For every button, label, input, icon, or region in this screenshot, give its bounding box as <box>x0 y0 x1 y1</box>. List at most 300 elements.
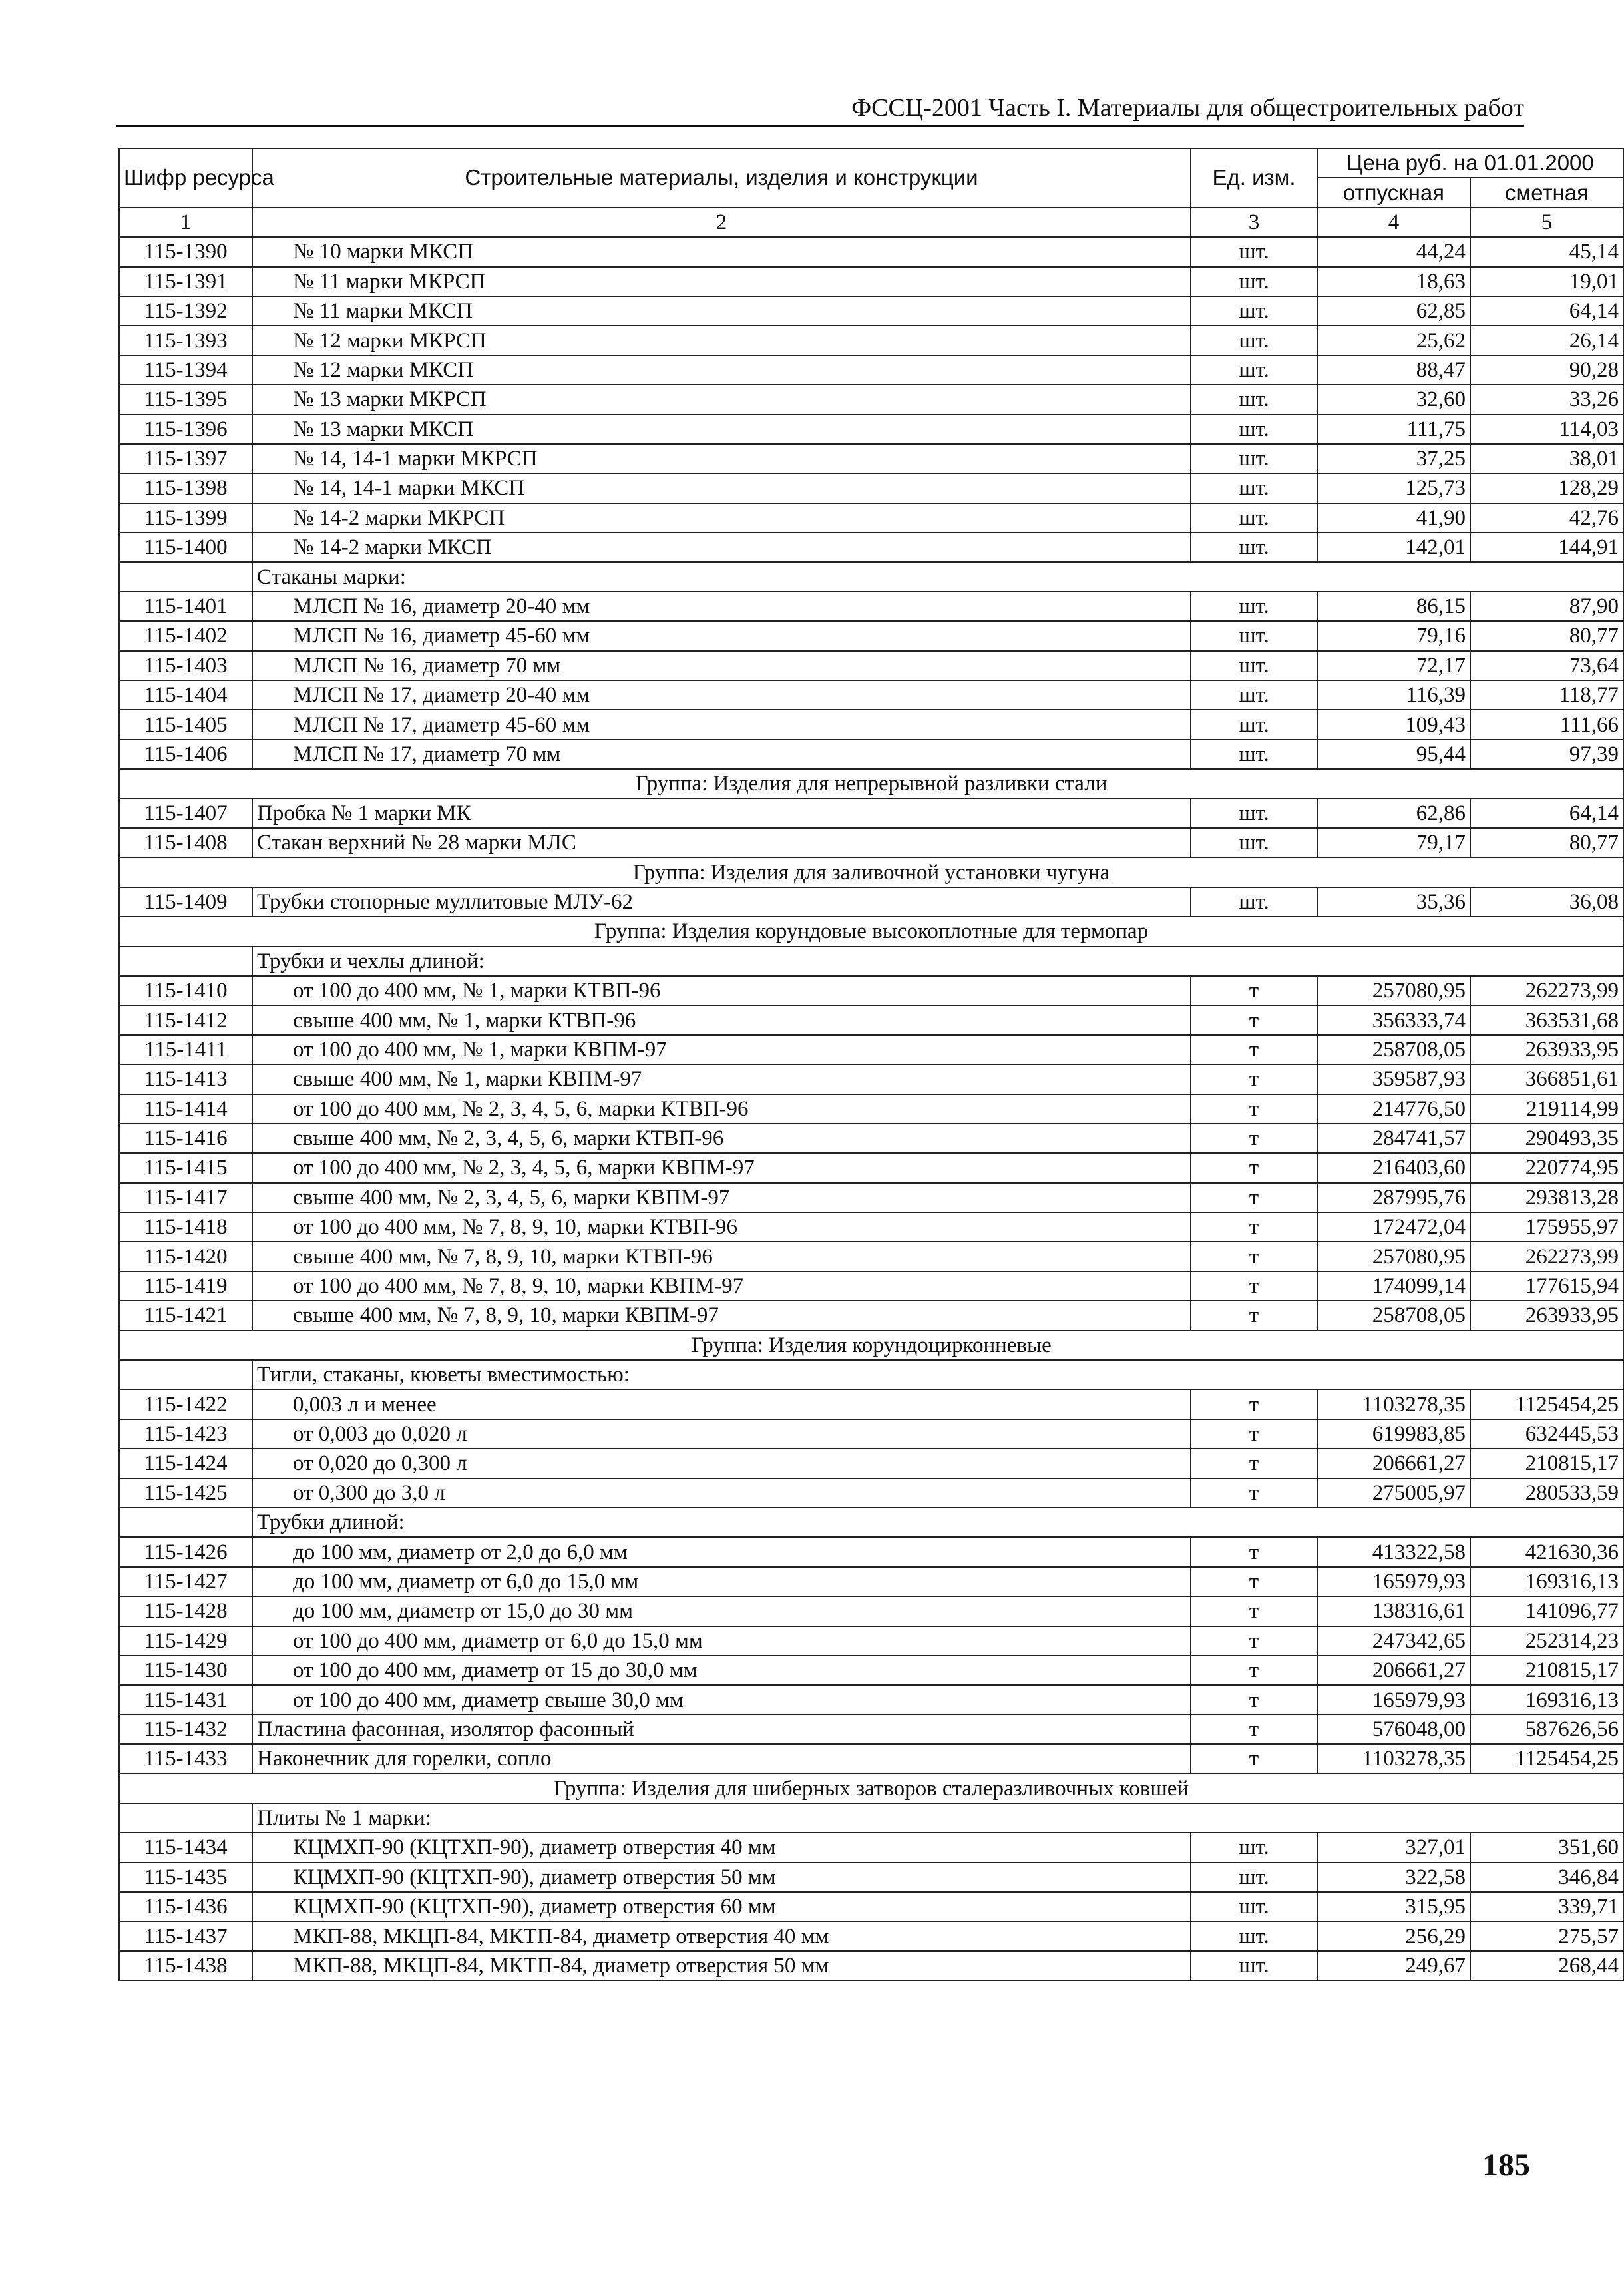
estimate-price: 80,77 <box>1470 621 1623 650</box>
release-price: 109,43 <box>1317 710 1470 739</box>
item-name: МЛСП № 17, диаметр 45-60 мм <box>252 710 1191 739</box>
release-price: 315,95 <box>1317 1892 1470 1921</box>
item-name: № 10 марки МКСП <box>252 237 1191 266</box>
resource-code: 115-1391 <box>119 267 252 296</box>
estimate-price: 210815,17 <box>1470 1449 1623 1478</box>
col-number: 5 <box>1470 208 1623 237</box>
resource-code: 115-1437 <box>119 1921 252 1950</box>
table-row <box>119 1537 1623 1566</box>
item-unit: т <box>1191 1744 1317 1773</box>
estimate-price: 90,28 <box>1470 355 1623 385</box>
resource-code: 115-1430 <box>119 1656 252 1685</box>
release-price: 62,86 <box>1317 799 1470 828</box>
table-row <box>119 1449 1623 1478</box>
item-name: Трубки стопорные муллитовые МЛУ-62 <box>252 887 1191 917</box>
item-name: № 11 марки МКСП <box>252 296 1191 326</box>
item-unit: шт. <box>1191 326 1317 355</box>
release-price: 88,47 <box>1317 355 1470 385</box>
estimate-price: 262273,99 <box>1470 1242 1623 1271</box>
release-price: 37,25 <box>1317 444 1470 473</box>
item-name: № 14, 14-1 марки МКСП <box>252 473 1191 503</box>
subheading-row <box>119 1508 1623 1537</box>
table-row <box>119 1715 1623 1744</box>
estimate-price: 128,29 <box>1470 473 1623 503</box>
release-price: 138316,61 <box>1317 1596 1470 1626</box>
release-price: 1103278,35 <box>1317 1744 1470 1773</box>
release-price: 287995,76 <box>1317 1183 1470 1212</box>
table-row <box>119 1892 1623 1921</box>
empty-cell <box>119 947 252 976</box>
resource-code: 115-1406 <box>119 740 252 769</box>
item-name: от 100 до 400 мм, № 7, 8, 9, 10, марки КВПМ-97 <box>252 1271 1191 1301</box>
estimate-price: 38,01 <box>1470 444 1623 473</box>
table-row <box>119 1005 1623 1034</box>
resource-code: 115-1395 <box>119 385 252 414</box>
item-unit: шт. <box>1191 1921 1317 1950</box>
resource-code: 115-1413 <box>119 1064 252 1094</box>
table-row <box>119 1921 1623 1950</box>
resource-code: 115-1431 <box>119 1685 252 1714</box>
estimate-price: 87,90 <box>1470 592 1623 621</box>
item-unit: т <box>1191 1715 1317 1744</box>
resource-code: 115-1423 <box>119 1419 252 1449</box>
estimate-price: 42,76 <box>1470 503 1623 533</box>
item-unit: шт. <box>1191 296 1317 326</box>
item-name: № 13 марки МКСП <box>252 415 1191 444</box>
empty-cell <box>119 1803 252 1833</box>
resource-code: 115-1390 <box>119 237 252 266</box>
table-row <box>119 1271 1623 1301</box>
page-header <box>116 93 1524 127</box>
resource-code: 115-1420 <box>119 1242 252 1271</box>
release-price: 206661,27 <box>1317 1656 1470 1685</box>
release-price: 247342,65 <box>1317 1626 1470 1656</box>
item-name: № 14, 14-1 марки МКРСП <box>252 444 1191 473</box>
item-unit: шт. <box>1191 1833 1317 1862</box>
group-title: Группа: Изделия для заливочной установки чугуна <box>119 857 1623 887</box>
table-row <box>119 1183 1623 1212</box>
estimate-price: 219114,99 <box>1470 1094 1623 1124</box>
release-price: 116,39 <box>1317 680 1470 710</box>
item-name: КЦМХП-90 (КЦТХП-90), диаметр отверстия 50 мм <box>252 1863 1191 1892</box>
estimate-price: 144,91 <box>1470 533 1623 562</box>
subheading-row <box>119 562 1623 591</box>
release-price: 35,36 <box>1317 887 1470 917</box>
item-unit: шт. <box>1191 828 1317 857</box>
empty-cell <box>119 562 252 591</box>
release-price: 257080,95 <box>1317 1242 1470 1271</box>
estimate-price: 141096,77 <box>1470 1596 1623 1626</box>
estimate-price: 268,44 <box>1470 1951 1623 1980</box>
estimate-price: 1125454,25 <box>1470 1389 1623 1419</box>
release-price: 79,17 <box>1317 828 1470 857</box>
release-price: 18,63 <box>1317 267 1470 296</box>
item-unit: шт. <box>1191 385 1317 414</box>
estimate-price: 632445,53 <box>1470 1419 1623 1449</box>
release-price: 576048,00 <box>1317 1715 1470 1744</box>
estimate-price: 169316,13 <box>1470 1685 1623 1714</box>
release-price: 206661,27 <box>1317 1449 1470 1478</box>
col-release-price-header: отпускная <box>1317 178 1470 207</box>
resource-code: 115-1392 <box>119 296 252 326</box>
item-name: КЦМХП-90 (КЦТХП-90), диаметр отверстия 40 мм <box>252 1833 1191 1862</box>
item-unit: т <box>1191 1153 1317 1182</box>
resource-code: 115-1424 <box>119 1449 252 1478</box>
group-row <box>119 1773 1623 1803</box>
item-name: от 0,003 до 0,020 л <box>252 1419 1191 1449</box>
item-name: свыше 400 мм, № 7, 8, 9, 10, марки КВПМ-97 <box>252 1301 1191 1330</box>
table-row <box>119 799 1623 828</box>
item-name: Пластина фасонная, изолятор фасонный <box>252 1715 1191 1744</box>
release-price: 86,15 <box>1317 592 1470 621</box>
item-unit: т <box>1191 1479 1317 1508</box>
item-name: от 100 до 400 мм, № 1, марки КТВП-96 <box>252 976 1191 1005</box>
item-name: до 100 мм, диаметр от 15,0 до 30 мм <box>252 1596 1191 1626</box>
resource-code: 115-1400 <box>119 533 252 562</box>
resource-code: 115-1402 <box>119 621 252 650</box>
table-row <box>119 503 1623 533</box>
item-name: от 0,020 до 0,300 л <box>252 1449 1191 1478</box>
col-unit-header: Ед. изм. <box>1191 148 1317 208</box>
page-number: 185 <box>1482 2148 1530 2183</box>
item-unit: шт. <box>1191 237 1317 266</box>
item-unit: шт. <box>1191 444 1317 473</box>
item-name: до 100 мм, диаметр от 6,0 до 15,0 мм <box>252 1567 1191 1596</box>
table-row <box>119 326 1623 355</box>
item-unit: шт. <box>1191 799 1317 828</box>
empty-cell <box>119 1360 252 1389</box>
item-name: № 14-2 марки МКСП <box>252 533 1191 562</box>
item-name: свыше 400 мм, № 2, 3, 4, 5, 6, марки КТВП-96 <box>252 1124 1191 1153</box>
col-number: 1 <box>119 208 252 237</box>
item-name: от 100 до 400 мм, № 1, марки КВПМ-97 <box>252 1035 1191 1064</box>
release-price: 142,01 <box>1317 533 1470 562</box>
subheading-row <box>119 1360 1623 1389</box>
resource-code: 115-1405 <box>119 710 252 739</box>
table-row <box>119 1596 1623 1626</box>
estimate-price: 346,84 <box>1470 1863 1623 1892</box>
resource-code: 115-1399 <box>119 503 252 533</box>
table-row <box>119 1124 1623 1153</box>
estimate-price: 366851,61 <box>1470 1064 1623 1094</box>
item-name: МЛСП № 17, диаметр 70 мм <box>252 740 1191 769</box>
release-price: 258708,05 <box>1317 1301 1470 1330</box>
table-row <box>119 1656 1623 1685</box>
table-row <box>119 1389 1623 1419</box>
item-name: Стакан верхний № 28 марки МЛС <box>252 828 1191 857</box>
table-body <box>119 237 1623 1980</box>
col-number: 4 <box>1317 208 1470 237</box>
release-price: 111,75 <box>1317 415 1470 444</box>
item-name: 0,003 л и менее <box>252 1389 1191 1419</box>
estimate-price: 275,57 <box>1470 1921 1623 1950</box>
item-name: свыше 400 мм, № 7, 8, 9, 10, марки КТВП-96 <box>252 1242 1191 1271</box>
estimate-price: 169316,13 <box>1470 1567 1623 1596</box>
resource-code: 115-1398 <box>119 473 252 503</box>
item-unit: т <box>1191 1094 1317 1124</box>
item-unit: т <box>1191 1389 1317 1419</box>
item-name: от 100 до 400 мм, диаметр от 15 до 30,0 мм <box>252 1656 1191 1685</box>
col-price-group-header: Цена руб. на 01.01.2000 <box>1317 148 1623 178</box>
estimate-price: 33,26 <box>1470 385 1623 414</box>
col-estimate-price-header: сметная <box>1470 178 1623 207</box>
item-name: свыше 400 мм, № 2, 3, 4, 5, 6, марки КВПМ-97 <box>252 1183 1191 1212</box>
item-unit: шт. <box>1191 1892 1317 1921</box>
col-number: 2 <box>252 208 1191 237</box>
item-unit: т <box>1191 1685 1317 1714</box>
table-row <box>119 1863 1623 1892</box>
group-row <box>119 857 1623 887</box>
table-row <box>119 237 1623 266</box>
item-unit: т <box>1191 1183 1317 1212</box>
item-unit: шт. <box>1191 1863 1317 1892</box>
estimate-price: 36,08 <box>1470 887 1623 917</box>
table-row <box>119 1833 1623 1862</box>
item-unit: шт. <box>1191 355 1317 385</box>
estimate-price: 252314,23 <box>1470 1626 1623 1656</box>
item-unit: т <box>1191 1301 1317 1330</box>
estimate-price: 45,14 <box>1470 237 1623 266</box>
estimate-price: 262273,99 <box>1470 976 1623 1005</box>
item-unit: т <box>1191 1212 1317 1242</box>
resource-code: 115-1427 <box>119 1567 252 1596</box>
table-row <box>119 1567 1623 1596</box>
release-price: 359587,93 <box>1317 1064 1470 1094</box>
item-name: до 100 мм, диаметр от 2,0 до 6,0 мм <box>252 1537 1191 1566</box>
empty-cell <box>119 1508 252 1537</box>
resource-code: 115-1407 <box>119 799 252 828</box>
estimate-price: 293813,28 <box>1470 1183 1623 1212</box>
item-unit: шт. <box>1191 503 1317 533</box>
item-unit: шт. <box>1191 621 1317 650</box>
item-name: Наконечник для горелки, сопло <box>252 1744 1191 1773</box>
resource-code: 115-1422 <box>119 1389 252 1419</box>
item-name: от 100 до 400 мм, диаметр свыше 30,0 мм <box>252 1685 1191 1714</box>
resource-code: 115-1432 <box>119 1715 252 1744</box>
release-price: 327,01 <box>1317 1833 1470 1862</box>
resource-code: 115-1438 <box>119 1951 252 1980</box>
resource-code: 115-1418 <box>119 1212 252 1242</box>
release-price: 257080,95 <box>1317 976 1470 1005</box>
resource-code: 115-1428 <box>119 1596 252 1626</box>
table-row <box>119 680 1623 710</box>
release-price: 214776,50 <box>1317 1094 1470 1124</box>
item-unit: шт. <box>1191 680 1317 710</box>
table-row <box>119 1479 1623 1508</box>
item-unit: т <box>1191 1419 1317 1449</box>
estimate-price: 280533,59 <box>1470 1479 1623 1508</box>
item-unit: шт. <box>1191 415 1317 444</box>
release-price: 32,60 <box>1317 385 1470 414</box>
release-price: 62,85 <box>1317 296 1470 326</box>
estimate-price: 1125454,25 <box>1470 1744 1623 1773</box>
release-price: 79,16 <box>1317 621 1470 650</box>
item-unit: т <box>1191 1124 1317 1153</box>
item-name: Пробка № 1 марки МК <box>252 799 1191 828</box>
item-unit: шт. <box>1191 533 1317 562</box>
table-row <box>119 444 1623 473</box>
release-price: 1103278,35 <box>1317 1389 1470 1419</box>
group-row <box>119 917 1623 946</box>
item-unit: т <box>1191 976 1317 1005</box>
table-row <box>119 415 1623 444</box>
resource-code: 115-1421 <box>119 1301 252 1330</box>
table-row <box>119 1153 1623 1182</box>
table-row <box>119 828 1623 857</box>
item-name: МЛСП № 16, диаметр 20-40 мм <box>252 592 1191 621</box>
item-name: № 13 марки МКРСП <box>252 385 1191 414</box>
table-row <box>119 710 1623 739</box>
release-price: 165979,93 <box>1317 1685 1470 1714</box>
item-unit: шт. <box>1191 1951 1317 1980</box>
resource-code: 115-1436 <box>119 1892 252 1921</box>
price-table <box>118 148 1624 1981</box>
subheading-row <box>119 947 1623 976</box>
item-unit: т <box>1191 1537 1317 1566</box>
table-row <box>119 1419 1623 1449</box>
item-unit: т <box>1191 1242 1317 1271</box>
item-name: № 11 марки МКРСП <box>252 267 1191 296</box>
page-header-title: ФССЦ-2001 Часть I. Материалы для общестроительных работ <box>851 94 1524 122</box>
item-unit: т <box>1191 1596 1317 1626</box>
resource-code: 115-1433 <box>119 1744 252 1773</box>
table-row <box>119 887 1623 917</box>
estimate-price: 80,77 <box>1470 828 1623 857</box>
resource-code: 115-1403 <box>119 651 252 680</box>
estimate-price: 26,14 <box>1470 326 1623 355</box>
item-unit: т <box>1191 1035 1317 1064</box>
table-row <box>119 592 1623 621</box>
item-name: МЛСП № 17, диаметр 20-40 мм <box>252 680 1191 710</box>
resource-code: 115-1414 <box>119 1094 252 1124</box>
estimate-price: 19,01 <box>1470 267 1623 296</box>
estimate-price: 64,14 <box>1470 296 1623 326</box>
item-name: МЛСП № 16, диаметр 70 мм <box>252 651 1191 680</box>
item-name: от 0,300 до 3,0 л <box>252 1479 1191 1508</box>
item-name: КЦМХП-90 (КЦТХП-90), диаметр отверстия 60 мм <box>252 1892 1191 1921</box>
table-row <box>119 385 1623 414</box>
group-title: Группа: Изделия корундоцирконневые <box>119 1331 1623 1360</box>
item-name: от 100 до 400 мм, № 2, 3, 4, 5, 6, марки КТВП-96 <box>252 1094 1191 1124</box>
item-name: от 100 до 400 мм, № 2, 3, 4, 5, 6, марки КВПМ-97 <box>252 1153 1191 1182</box>
subheading-label: Стаканы марки: <box>252 562 1623 591</box>
estimate-price: 263933,95 <box>1470 1301 1623 1330</box>
resource-code: 115-1404 <box>119 680 252 710</box>
table-row <box>119 1951 1623 1980</box>
estimate-price: 263933,95 <box>1470 1035 1623 1064</box>
release-price: 25,62 <box>1317 326 1470 355</box>
table-row <box>119 976 1623 1005</box>
estimate-price: 339,71 <box>1470 1892 1623 1921</box>
estimate-price: 64,14 <box>1470 799 1623 828</box>
resource-code: 115-1426 <box>119 1537 252 1566</box>
item-unit: шт. <box>1191 651 1317 680</box>
release-price: 322,58 <box>1317 1863 1470 1892</box>
resource-code: 115-1393 <box>119 326 252 355</box>
item-name: свыше 400 мм, № 1, марки КТВП-96 <box>252 1005 1191 1034</box>
release-price: 41,90 <box>1317 503 1470 533</box>
table-row <box>119 1064 1623 1094</box>
table-row <box>119 1301 1623 1330</box>
table-row <box>119 1035 1623 1064</box>
subheading-label: Тигли, стаканы, кюветы вместимостью: <box>252 1360 1623 1389</box>
table-row <box>119 740 1623 769</box>
resource-code: 115-1410 <box>119 976 252 1005</box>
item-unit: т <box>1191 1449 1317 1478</box>
table-row <box>119 267 1623 296</box>
col-code-header: Шифр ресурса <box>119 148 252 208</box>
release-price: 172472,04 <box>1317 1212 1470 1242</box>
subheading-row <box>119 1803 1623 1833</box>
release-price: 275005,97 <box>1317 1479 1470 1508</box>
estimate-price: 210815,17 <box>1470 1656 1623 1685</box>
release-price: 619983,85 <box>1317 1419 1470 1449</box>
item-unit: т <box>1191 1656 1317 1685</box>
item-name: МЛСП № 16, диаметр 45-60 мм <box>252 621 1191 650</box>
table-row <box>119 1242 1623 1271</box>
release-price: 125,73 <box>1317 473 1470 503</box>
subheading-label: Плиты № 1 марки: <box>252 1803 1623 1833</box>
item-unit: т <box>1191 1005 1317 1034</box>
item-name: № 12 марки МКРСП <box>252 326 1191 355</box>
group-title: Группа: Изделия корундовые высокоплотные для термопар <box>119 917 1623 946</box>
estimate-price: 73,64 <box>1470 651 1623 680</box>
table-row <box>119 1094 1623 1124</box>
group-row <box>119 1331 1623 1360</box>
resource-code: 115-1435 <box>119 1863 252 1892</box>
item-unit: шт. <box>1191 473 1317 503</box>
estimate-price: 111,66 <box>1470 710 1623 739</box>
estimate-price: 290493,35 <box>1470 1124 1623 1153</box>
table-row <box>119 296 1623 326</box>
table-row <box>119 1744 1623 1773</box>
resource-code: 115-1412 <box>119 1005 252 1034</box>
table-row <box>119 651 1623 680</box>
item-unit: шт. <box>1191 887 1317 917</box>
table-row <box>119 1212 1623 1242</box>
table-row <box>119 621 1623 650</box>
item-name: МКП-88, МКЦП-84, МКТП-84, диаметр отверстия 50 мм <box>252 1951 1191 1980</box>
table-row <box>119 1626 1623 1656</box>
subheading-label: Трубки длиной: <box>252 1508 1623 1537</box>
release-price: 284741,57 <box>1317 1124 1470 1153</box>
resource-code: 115-1409 <box>119 887 252 917</box>
estimate-price: 118,77 <box>1470 680 1623 710</box>
item-unit: шт. <box>1191 740 1317 769</box>
release-price: 165979,93 <box>1317 1567 1470 1596</box>
resource-code: 115-1417 <box>119 1183 252 1212</box>
subheading-label: Трубки и чехлы длиной: <box>252 947 1623 976</box>
release-price: 95,44 <box>1317 740 1470 769</box>
estimate-price: 220774,95 <box>1470 1153 1623 1182</box>
resource-code: 115-1416 <box>119 1124 252 1153</box>
resource-code: 115-1419 <box>119 1271 252 1301</box>
estimate-price: 421630,36 <box>1470 1537 1623 1566</box>
estimate-price: 363531,68 <box>1470 1005 1623 1034</box>
release-price: 258708,05 <box>1317 1035 1470 1064</box>
estimate-price: 114,03 <box>1470 415 1623 444</box>
resource-code: 115-1434 <box>119 1833 252 1862</box>
item-unit: т <box>1191 1271 1317 1301</box>
item-unit: шт. <box>1191 710 1317 739</box>
item-name: свыше 400 мм, № 1, марки КВПМ-97 <box>252 1064 1191 1094</box>
group-row <box>119 769 1623 798</box>
resource-code: 115-1397 <box>119 444 252 473</box>
item-unit: т <box>1191 1064 1317 1094</box>
item-unit: шт. <box>1191 592 1317 621</box>
release-price: 216403,60 <box>1317 1153 1470 1182</box>
release-price: 249,67 <box>1317 1951 1470 1980</box>
